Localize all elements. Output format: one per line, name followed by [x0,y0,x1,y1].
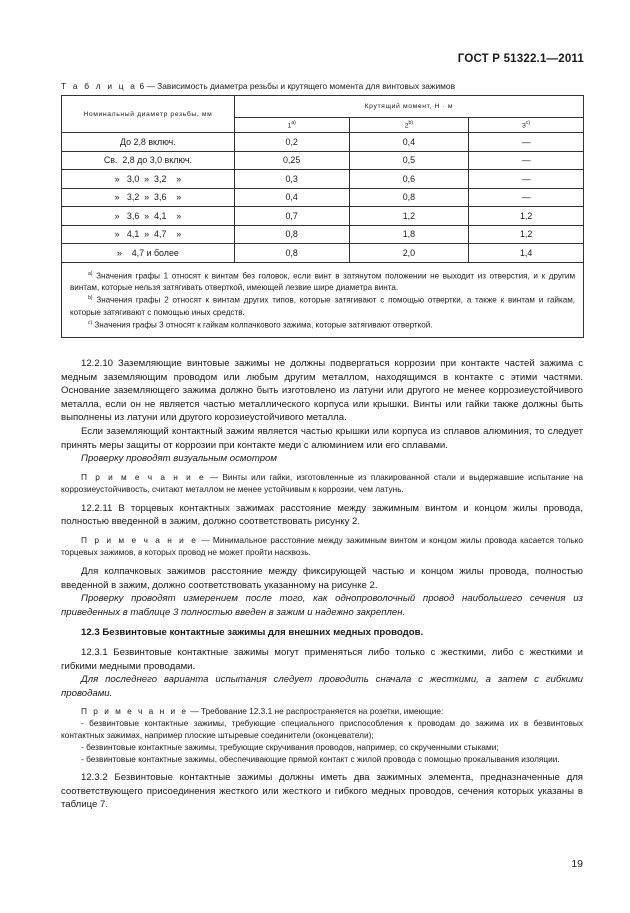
table-notes [62,262,584,337]
note-requirement-intro: П р и м е ч а н и е — Требование 12.3.1 не распространяется на розетки, имеющие: [81,706,444,717]
cell-torque-3: 1,4 [469,244,584,263]
paragraph-12-2-10: 12.2.10 Заземляющие винтовые зажимы не должны подвергаться коррозии при контакте частей зажима с медным заземляющим проводом или любым другим металлом, находящимся в контакте с этими частями. Основание заземляющего зажима должно быть изготовлено из латуни или другого не менее коррозиеустойчивого металла, если он не является частью металлического корпуса или крышки. Винты или гайки также должны быть выполнены из латуни или другого корозиеустойчивого металла. [61,358,583,424]
subheader-1: 1$^{a)}$ [234,117,349,132]
table-row [62,188,584,207]
cell-diameter: До 2,8 включ. [62,133,235,152]
cell-torque-2: 0,8 [349,188,469,207]
cell-torque-1: 0,4 [234,188,349,207]
section-heading-12-3: 12.3 Безвинтовые контактные зажимы для внешних медных проводов. [81,627,424,639]
subheader-3: 3$^{c)}$ [469,117,584,132]
cell-torque-3: — [469,170,584,189]
cell-torque-1: 0,2 [234,133,349,152]
note-list-item: - безвинтовые контактные зажимы, обеспечивающие прямой контакт с жилой провода с помощью прокалывания изоляции. [81,754,560,765]
note-a: $^{a)}$ Значения графы 1 относят к винтам без головок, если винт в затянутом положении не выходит из отверстия, и к другим винтам, которые нельзя затягивать отверткой, имеющей лезвие шире диаметра винта. [70,270,576,292]
cell-torque-1: 0,25 [234,151,349,170]
subheader-2: 2$^{b)}$ [349,117,469,132]
cell-diameter: » 4,1 » 4,7 » [62,225,235,244]
torque-table [61,95,584,338]
cell-torque-1: 0,8 [234,244,349,263]
col-header-torque: Крутящий момент, Н · м [234,96,583,118]
paragraph-12-2-11: 12.2.11 В торцевых контактных зажимах расстояние между зажимным винтом и концом жилы провода, полностью введенной в зажим, должно соответствовать рисунку 2. [61,502,583,528]
table-caption [61,81,455,91]
note-requirement [61,705,583,765]
paragraph-12-3-2: 12.3.2 Безвинтовые контактные зажимы должны иметь два зажимных элемента, предназначенные для соответствующего присоединения жесткого или жесткого и гибкого медных проводов, сечения которых указаны в таблице 7. [61,772,583,811]
note-list-item: - безвинтовые контактные зажимы, требующие скручивания проводов, например, со скрученными стыками; [81,742,499,753]
note-screws: П р и м е ч а н и е — Винты или гайки, изготовленные из плакированной стали и выдержавшие испытание на коррозиеустойчивость, считают металлом не менее устойчивым к коррозии, чем латунь. [61,471,583,494]
body-text [61,357,583,812]
table-row [62,170,584,189]
document-header: ГОСТ Р 51322.1—2011 [457,53,584,65]
cell-torque-1: 0,3 [234,170,349,189]
table-body [62,133,584,263]
cell-torque-2: 1,2 [349,207,469,226]
paragraph-12-3-1: 12.3.1 Безвинтовые контактные зажимы могут применяться либо только с жесткими, либо с жесткими и гибкими медными проводами. [61,646,583,672]
cell-diameter: » 4,7 и более [62,244,235,263]
cell-diameter: » 3,6 » 4,1 » [62,207,235,226]
table-caption-prefix: Т а б л и ц а [61,81,138,91]
table-row [62,244,584,263]
col-header-diameter: Номинальный диаметр резьбы, мм [62,96,235,133]
paragraph-cap-clamps: Для колпачковых зажимов расстояние между фиксирующей частью и концом жилы провода, полностью введенной в зажим, должно соответствовать указанному на рисунке 2. [61,565,583,591]
cell-torque-2: 0,5 [349,151,469,170]
note-list-item: - безвинтовые контактные зажимы, требующие специального приспособления к проводам до зажима их в безвинтовых контактных зажимах, например плоские штыревые соединители (оконцеватели); [61,718,583,741]
table-row [62,151,584,170]
cell-diameter: Св. 2,8 до 3,0 включ. [62,151,235,170]
note-b: $^{b)}$ Значения графы 2 относят к винтам других типов, которые затягивают с помощью отвертки, а также к винтам и гайкам, которые затягивают с помощью иных средств. [70,295,576,317]
cell-torque-3: — [469,151,584,170]
cell-torque-2: 1,8 [349,225,469,244]
table-row [62,225,584,244]
cell-diameter: » 3,2 » 3,6 » [62,188,235,207]
cell-torque-2: 0,4 [349,133,469,152]
table-row [62,207,584,226]
cell-torque-3: 1,2 [469,207,584,226]
paragraph-test-order: Для последнего варианта испытания следует проводить сначала с жесткими, а затем с гибкими проводами. [61,674,583,699]
note-distance: П р и м е ч а н и е — Минимальное расстояние между зажимным винтом и концом жилы провода касается только торцевых зажимов, в которых провод не может пройти насквозь. [61,534,584,557]
table-row [62,133,584,152]
cell-torque-3: — [469,133,584,152]
cell-torque-3: — [469,188,584,207]
cell-torque-2: 0,6 [349,170,469,189]
paragraph-check-measure: Проверку проводят измерением после того, как однопроволочный провод наибольшего сечения из приведенных в таблице 3 полностью введен в зажим и надежно закреплен. [61,593,583,618]
page-number: 19 [571,858,583,870]
paragraph-aluminium: Если заземляющий контактный зажим является частью крышки или корпуса из сплавов алюминия, то следует принять меры защиты от коррозии при контакте меди с алюминием или его сплавами. [61,425,583,451]
table-caption-text: 6 — Зависимость диаметра резьбы и крутящего момента для винтовых зажимов [139,81,456,91]
paragraph-check-visual: Проверку проводят визуальным осмотром [81,453,277,465]
cell-torque-1: 0,8 [234,225,349,244]
cell-diameter: » 3,0 » 3,2 » [62,170,235,189]
cell-torque-1: 0,7 [234,207,349,226]
cell-torque-3: 1,2 [469,225,584,244]
cell-torque-2: 2,0 [349,244,469,263]
note-c: $^{c)}$ Значения графы 3 относят к гайкам колпачкового зажима, которые затягивают отверткой. [88,320,433,330]
